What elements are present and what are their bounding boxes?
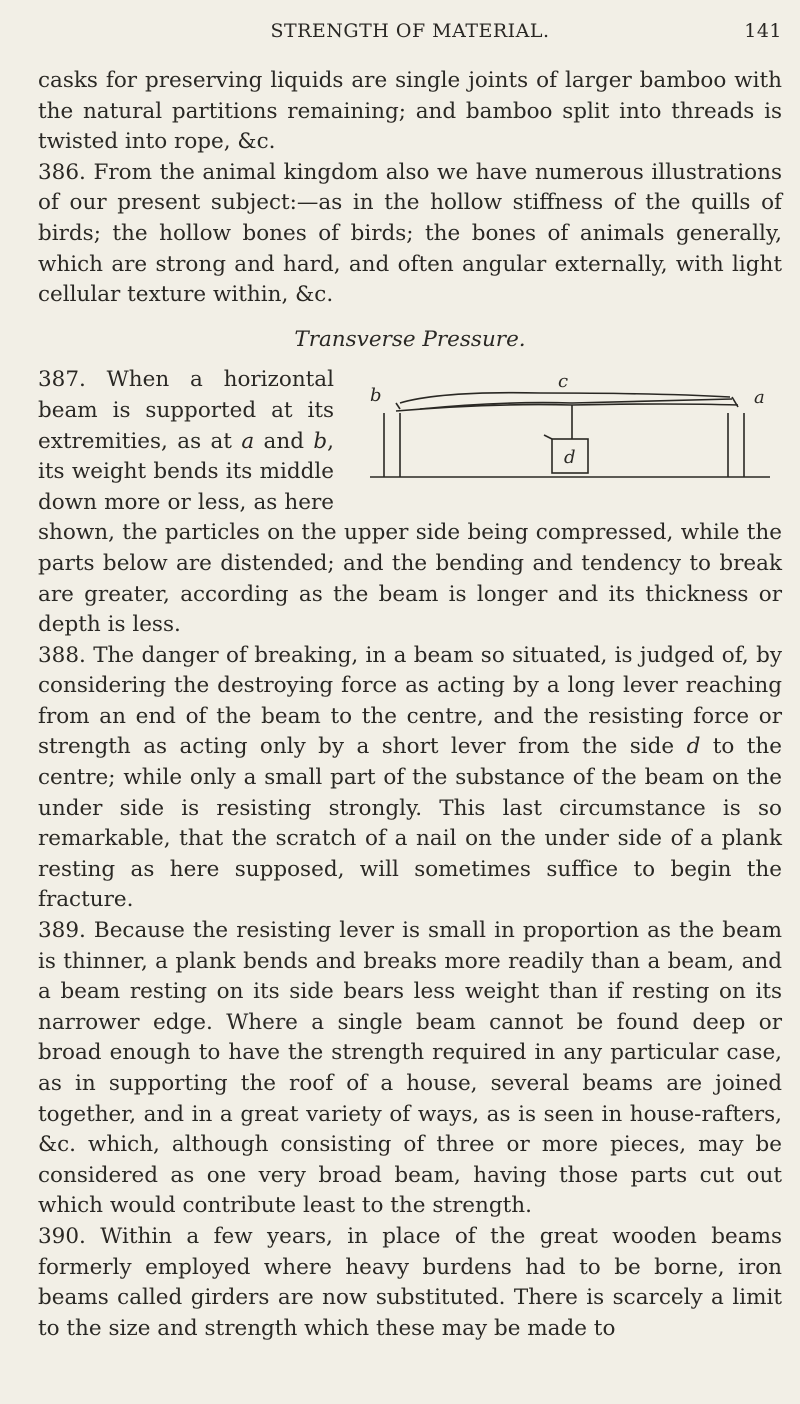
label-a: a bbox=[754, 387, 765, 409]
p388-d: d bbox=[686, 734, 701, 760]
page-number: 141 bbox=[744, 20, 782, 42]
p388-rest: to the centre; while only a small part of the substance of the beam on the under side is resisting strongly. This last circumstance is so remarkable, that the scratch of a nail on the under side of a plank resting as here supposed, will sometimes suffice to begin the fracture. bbox=[38, 734, 782, 913]
paragraph-388 bbox=[38, 641, 782, 916]
running-title: STRENGTH OF MATERIAL. bbox=[270, 20, 550, 42]
p388-start: 388. The danger of breaking, in a beam so situated, is judged of, by considering the destroying force as acting by a long lever reaching from an end of the beam to the centre, and the resisting force or strength as acting only by a short lever from the side bbox=[38, 642, 782, 760]
label-d: d bbox=[564, 447, 576, 469]
paragraph-389: 389. Because the resisting lever is small in proportion as the beam is thinner, a plank bends and breaks more readily than a beam, and a beam resting on its side bears less weight than if resting on its narrower edge. Where a single beam cannot be found deep or broad enough to have the strength required in any particular case, as in supporting the roof of a house, several beams are joined together, and in a great variety of ways, as is seen in house-rafters, &c. which, although consisting of three or more pieces, may be considered as one very broad beam, having those parts cut out which would contribute least to the strength. bbox=[38, 918, 782, 1219]
beam-inner-line-right bbox=[572, 399, 732, 403]
beam-figure bbox=[340, 373, 782, 493]
paragraph-387 bbox=[38, 365, 782, 640]
body-text bbox=[38, 66, 782, 1344]
p387-and: and bbox=[254, 428, 314, 454]
beam-left-end bbox=[396, 403, 400, 409]
page-header bbox=[38, 14, 782, 50]
beam-top-edge bbox=[400, 393, 730, 403]
label-b: b bbox=[370, 385, 382, 407]
p387-rest: , its weight bends its middle down more or less, as here shown, the particles on the upper side being compressed, while the parts below are distended; and the bending and tendency to break are greater, according as the beam is longer and its thickness or depth is less. bbox=[38, 428, 782, 638]
p387-start: 387. When a horizontal beam is supported at its extremities, as at bbox=[38, 367, 334, 454]
paragraph-386: 386. From the animal kingdom also we have numerous illustrations of our present subject:—as in the hollow stiffness of the quills of birds; the hollow bones of birds; the bones of animals generally, which are strong and hard, and often angular externally, with light cellular texture within, &c. bbox=[38, 159, 782, 308]
p387-a: a bbox=[241, 428, 255, 454]
paragraph-continued: casks for preserving liquids are single joints of larger bamboo with the natural partitions remaining; and bamboo split into threads is twisted into rope, &c. bbox=[38, 68, 782, 155]
beam-diagram bbox=[340, 373, 782, 493]
section-heading: Transverse Pressure. bbox=[294, 326, 526, 352]
label-c: c bbox=[558, 373, 569, 393]
paragraph-390: 390. Within a few years, in place of the great wooden beams formerly employed where heavy burdens had to be borne, iron beams called girders are now substituted. There is scarcely a limit to the size and strength which these may be made to bbox=[38, 1223, 782, 1341]
p387-b: b bbox=[313, 428, 328, 454]
beam-bottom-edge bbox=[396, 404, 738, 411]
